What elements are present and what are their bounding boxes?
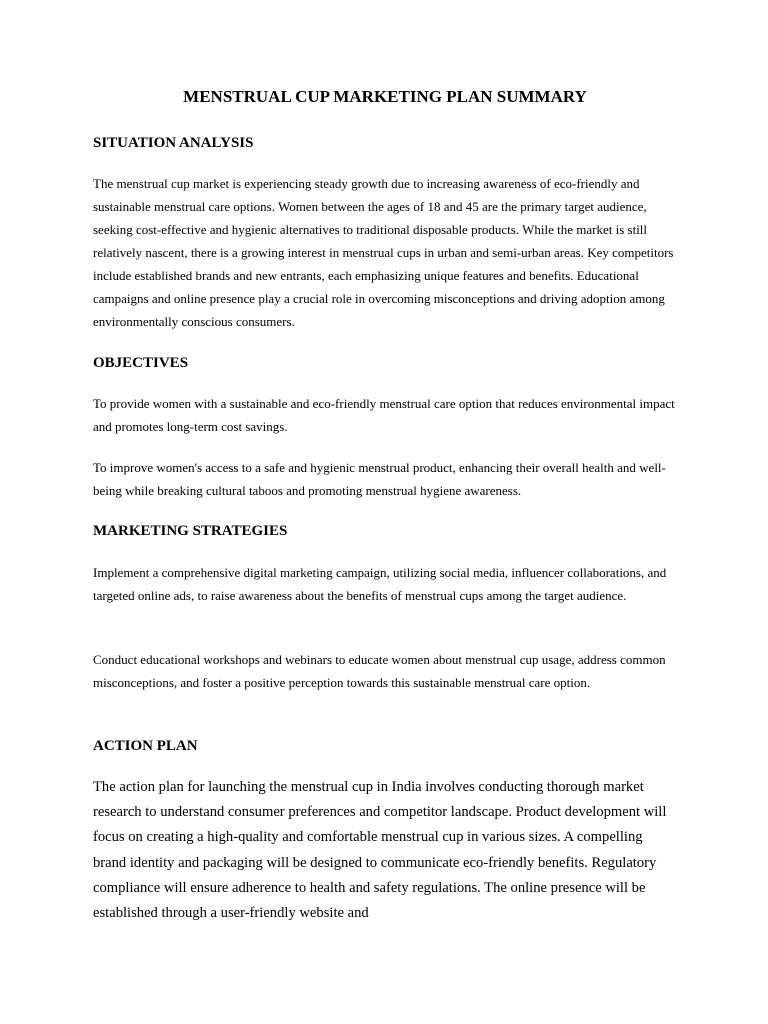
document-title: MENSTRUAL CUP MARKETING PLAN SUMMARY (183, 87, 587, 106)
objectives-paragraph-1: To provide women with a sustainable and eco-friendly menstrual care option that reduces environmental impact and promotes long-term cost savings. (93, 396, 675, 434)
section-heading-marketing-strategies: MARKETING STRATEGIES (93, 523, 288, 539)
section-heading-situation-analysis: SITUATION ANALYSIS (93, 135, 254, 151)
marketing-strategies-paragraph-1: Implement a comprehensive digital marketing campaign, utilizing social media, influencer collaborations, and targeted online ads, to raise awareness about the benefits of menstrual cups among the target audience. (93, 565, 667, 603)
section-heading-objectives: OBJECTIVES (93, 355, 189, 371)
section-heading-action-plan: ACTION PLAN (93, 738, 198, 754)
action-plan-paragraph: The action plan for launching the menstrual cup in India involves conducting thorough market research to understand consumer preferences and competitor landscape. Product development will focus on creating a high-quality and comfortable menstrual cup in various sizes. A compelling brand identity and packaging will be designed to communicate eco-friendly benefits. Regulatory compliance will ensure adherence to health and safety regulations. The online presence will be established through a user-friendly website and (93, 779, 667, 922)
situation-analysis-paragraph: The menstrual cup market is experiencing steady growth due to increasing awareness of eco-friendly and sustainable menstrual care options. Women between the ages of 18 and 45 are the primary target audience, seeking cost-effective and hygienic alternatives to traditional disposable products. While the market is still relatively nascent, there is a growing interest in menstrual cups in urban and semi-urban areas. Key competitors include established brands and new entrants, each emphasizing unique features and benefits. Educational campaigns and online presence play a crucial role in overcoming misconceptions and driving adoption among environmentally conscious consumers. (93, 176, 674, 329)
objectives-paragraph-2: To improve women's access to a safe and hygienic menstrual product, enhancing their overall health and well-being while breaking cultural taboos and promoting menstrual hygiene awareness. (93, 460, 666, 498)
marketing-strategies-paragraph-2: Conduct educational workshops and webinars to educate women about menstrual cup usage, address common misconceptions, and foster a positive perception towards this sustainable menstrual care option. (93, 652, 666, 690)
